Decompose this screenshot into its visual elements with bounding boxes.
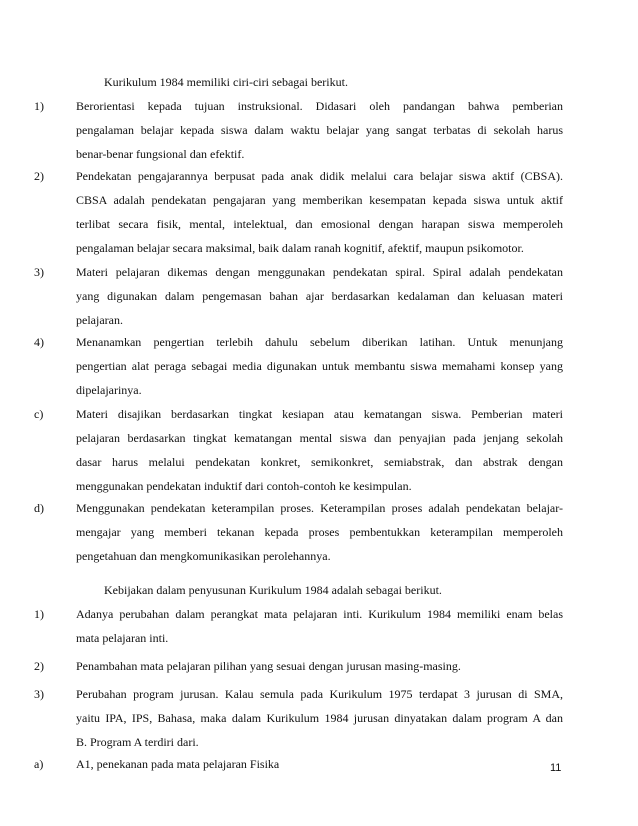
list-item-line: mengajar yang memberi tekanan kepada proses pembentukkan keterampilan memperoleh <box>76 525 563 539</box>
list-marker: 1) <box>34 607 44 621</box>
list-item-line: pengalaman belajar kepada siswa dalam waktu belajar yang sangat terbatas di sekolah harus <box>76 123 563 137</box>
list-item-line: Menggunakan pendekatan keterampilan proses. Keterampilan proses adalah pendekatan belajar- <box>76 501 563 515</box>
list-item-line: mata pelajaran inti. <box>76 631 169 645</box>
list-item-line: Penambahan mata pelajaran pilihan yang sesuai dengan jurusan masing-masing. <box>76 659 461 673</box>
list-item-line: pengalaman belajar secara maksimal, baik dalam ranah kognitif, afektif, maupun psikomotor. <box>76 241 524 255</box>
list-marker: c) <box>34 407 44 421</box>
list-item-line: benar-benar fungsional dan efektif. <box>76 147 245 161</box>
list-item-line: Materi disajikan berdasarkan tingkat kesiapan atau kematangan siswa. Pemberian materi <box>76 407 563 421</box>
list-item-line: CBSA adalah pendekatan pengajaran yang memberikan kesempatan kepada siswa untuk aktif <box>76 193 563 207</box>
list-item-line: Menanamkan pengertian terlebih dahulu sebelum diberikan latihan. Untuk menunjang <box>76 335 563 349</box>
list-item-line: terlibat secara fisik, mental, intelektual, dan emosional dengan harapan siswa memperoleh <box>76 217 563 231</box>
list-item-line: B. Program A terdiri dari. <box>76 735 199 749</box>
page-number: 11 <box>550 762 562 774</box>
list-item-line: dasar harus melalui pendekatan konkret, semikonkret, semiabstrak, dan abstrak dengan <box>76 455 563 469</box>
list-marker: d) <box>34 501 44 515</box>
list-marker: 2) <box>34 169 44 183</box>
list-marker: a) <box>34 757 44 771</box>
list-item-line: menggunakan pendekatan induktif dari contoh-contoh ke kesimpulan. <box>76 479 412 493</box>
list-marker: 3) <box>34 687 44 701</box>
list-item-line: yaitu IPA, IPS, Bahasa, maka dalam Kurikulum 1984 jurusan dinyatakan dalam program A dan <box>76 711 563 725</box>
list-item-line: Perubahan program jurusan. Kalau semula pada Kurikulum 1975 terdapat 3 jurusan di SMA, <box>76 687 563 701</box>
list-item-line: pelajaran. <box>76 313 123 327</box>
list-item-line: yang digunakan dalam pengemasan bahan ajar berdasarkan kedalaman dan keluasan materi <box>76 289 563 303</box>
list-item-line: pengertian alat peraga sebagai media digunakan untuk membantu siswa memahami konsep yang <box>76 359 563 373</box>
section2-intro: Kebijakan dalam penyusunan Kurikulum 1984 adalah sebagai berikut. <box>104 583 442 597</box>
list-item-line: Berorientasi kepada tujuan instruksional. Didasari oleh pandangan bahwa pemberian <box>76 99 563 113</box>
list-item-line: Adanya perubahan dalam perangkat mata pelajaran inti. Kurikulum 1984 memiliki enam belas <box>76 607 563 621</box>
list-marker: 2) <box>34 659 44 673</box>
list-item-line: pelajaran berdasarkan tingkat kematangan mental siswa dan penyajian pada jenjang sekolah <box>76 431 563 445</box>
section1-intro: Kurikulum 1984 memiliki ciri-ciri sebagai berikut. <box>104 75 348 89</box>
list-item-line: A1, penekanan pada mata pelajaran Fisika <box>76 757 280 771</box>
list-item-line: Materi pelajaran dikemas dengan menggunakan pendekatan spiral. Spiral adalah pendekatan <box>76 265 563 279</box>
list-marker: 3) <box>34 265 44 279</box>
list-marker: 4) <box>34 335 44 349</box>
list-item-line: dipelajarinya. <box>76 383 142 397</box>
list-item-line: pengetahuan dan mengkomunikasikan perolehannya. <box>76 549 331 563</box>
list-marker: 1) <box>34 99 44 113</box>
list-item-line: Pendekatan pengajarannya berpusat pada anak didik melalui cara belajar siswa aktif (CBSA). <box>76 169 563 183</box>
